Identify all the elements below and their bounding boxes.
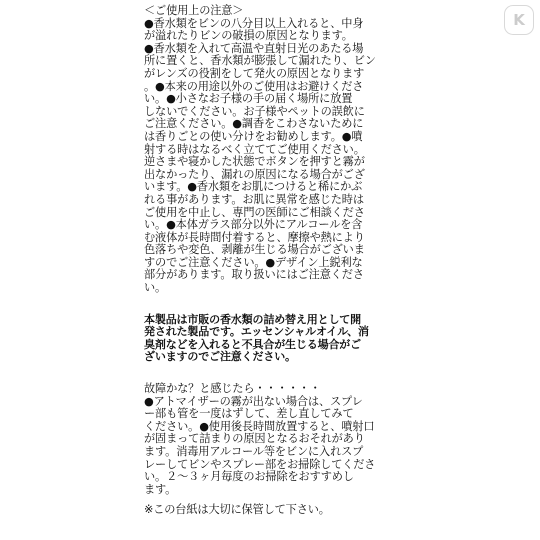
troubleshooting-line: レーしてビンやスプレー部をお掃除してくださ <box>144 457 376 471</box>
footer-note: ※この台紙は大切に保管して下さい。 <box>144 503 330 517</box>
caution-line: い。●本体ガラス部分以外にアルコールを含 <box>144 218 363 232</box>
brand-logo: K <box>504 5 534 35</box>
instruction-sheet <box>144 5 384 517</box>
caution-line: 所に置くと、香水類が膨張して漏れたり、ビン <box>144 54 376 68</box>
caution-line: 。●本来の用途以外のご使用はお避けくださ <box>144 79 364 93</box>
notice-line: 本製品は市販の香水類の詰め替え用として開 <box>144 312 361 326</box>
caution-line: 部分があります。取り扱いにはご注意くださ <box>144 268 364 282</box>
caution-line: 射する時はなるべく立ててご使用ください。 <box>144 142 365 156</box>
caution-line: れる事があります。お肌に異常を感じた時は <box>144 192 364 206</box>
troubleshooting-line: ー部も管を一度はずして、差し直してみて <box>144 407 354 421</box>
troubleshooting-section <box>144 383 384 496</box>
caution-line: 色落ちや変色、剥離が生じる場合がございま <box>144 243 365 257</box>
caution-line: 出なかったり、漏れの原因になる場合がござ <box>144 167 365 181</box>
troubleshooting-line: ます。消毒用アルコール等をビンに入れスプ <box>144 445 364 458</box>
caution-line: います。●香水類をお肌につけると稀にかぶ <box>144 180 363 194</box>
troubleshooting-line: ます。 <box>144 482 177 496</box>
caution-line: がレンズの役割をして発火の原因となります <box>144 66 365 80</box>
caution-line: む液体が長時間付着すると、摩擦や熱により <box>144 230 365 244</box>
troubleshooting-line: ください。●使用後長時間放置すると、噴射口 <box>144 419 375 433</box>
caution-line: ●香水類を入れて高温や直射日光のあたる場 <box>144 41 364 55</box>
troubleshooting-line: い。２～３ヶ月毎度のお掃除をおすすめし <box>144 470 354 484</box>
caution-line: い。 <box>144 281 167 295</box>
troubleshooting-line: ●アトマイザーの霧が出ない場合は、スプレ <box>144 394 363 408</box>
troubleshooting-line: が固まって詰まりの原因となるおそれがあり <box>144 432 365 446</box>
caution-line: は香りごとの使い分けをお勧めします。●噴 <box>144 129 363 143</box>
refill-notice <box>144 314 384 364</box>
notice-line: 発された製品です。エッセンシャルオイル、消 <box>144 325 369 339</box>
caution-line: 逆さまや寝かした状態でボタンを押すと霧が <box>144 155 365 169</box>
caution-line: い。●小さなお子様の手の届く場所に放置 <box>144 92 353 106</box>
caution-line: ご注意ください。●調香をこわさないために <box>144 117 364 131</box>
caution-line: ご使用を中止し、専門の医師にご相談くださ <box>144 205 365 219</box>
notice-line: ざいますのでご注意ください。 <box>144 350 296 364</box>
troubleshooting-heading: 故障かな？と感じたら・・・・・・ <box>144 382 321 396</box>
notice-line: 臭剤などを入れると不具合が生じる場合がご <box>144 337 361 351</box>
caution-section <box>144 18 384 295</box>
caution-line: しないでください。お子様やペットの誤飲に <box>144 104 365 118</box>
caution-line: すのでご注意ください。●デザイン上鋭利な <box>144 255 363 269</box>
caution-line: ●香水類をビンの八分目以上入れると、中身 <box>144 16 364 30</box>
caution-heading: ＜ご使用上の注意＞ <box>144 4 244 17</box>
caution-line: が溢れたりビンの破損の原因となります。 <box>144 29 353 43</box>
